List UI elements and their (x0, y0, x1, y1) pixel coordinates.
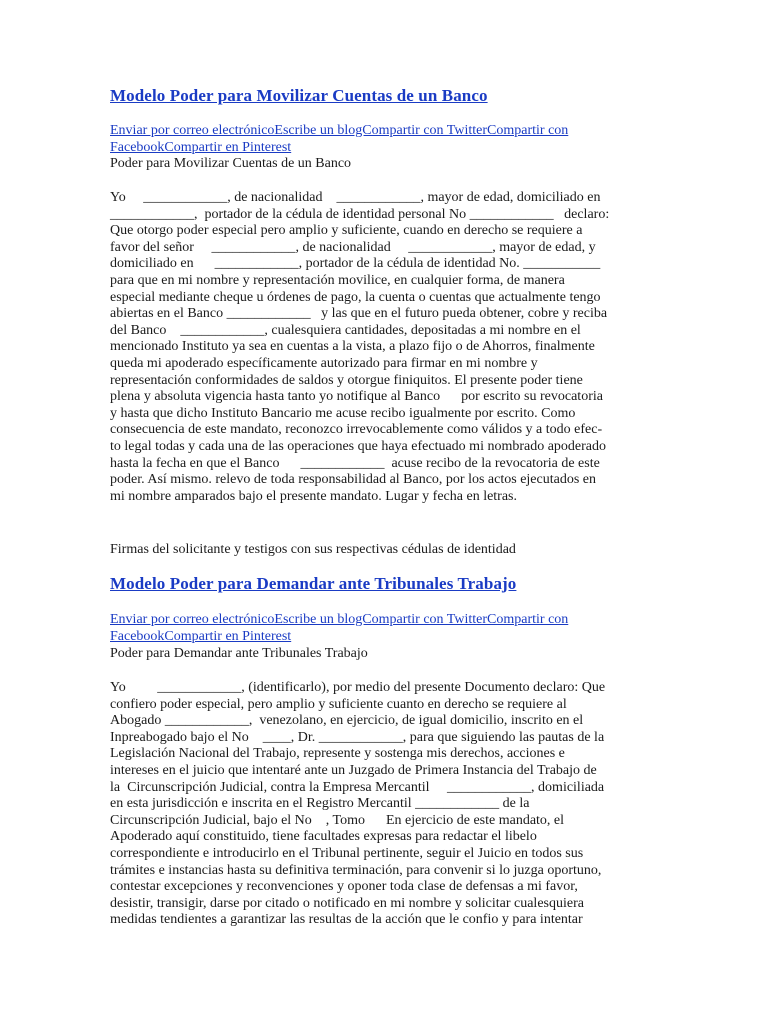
section1-body-line: hasta la fecha en que el Banco ____________ acuse recibo de la revocatoria de este (110, 455, 600, 471)
section2-body-line: confiero poder especial, pero amplio y suficiente cuanto en derecho se requiere al (110, 696, 567, 712)
section1-body-line: y hasta que dicho Instituto Bancario me acuse recibo igualmente por escrito. Como (110, 405, 576, 421)
section2-body-line: la Circunscripción Judicial, contra la Empresa Mercantil ____________, domiciliada (110, 779, 605, 795)
section1-body-line: del Banco ____________, cualesquiera cantidades, depositadas a mi nombre en el (110, 322, 581, 338)
section2-body-line: medidas tendientes a garantizar las resultas de la acción que le confio y para intentar (110, 912, 583, 928)
section2-share-links[interactable] (110, 612, 568, 645)
section1-share-line2[interactable]: FacebookCompartir en Pinterest (110, 139, 292, 155)
section1-body-line: plena y absoluta vigencia hasta tanto yo notifique al Banco por escrito su revocatoria (110, 389, 603, 405)
section2-body-line: desistir, transigir, darse por citado o notificado en mi nombre y solicitar cualesquiera (110, 895, 584, 911)
section2-share-line2[interactable]: FacebookCompartir en Pinterest (110, 628, 292, 644)
section1-body-line: ____________, portador de la cédula de identidad personal No ____________ declaro: (110, 206, 610, 222)
section1-body-line: queda mi apoderado específicamente autorizado para firmar en mi nombre y (110, 355, 538, 371)
section1-body-line: consecuencia de este mandato, reconozco irrevocablemente como válidos y a todo efec- (110, 422, 603, 438)
section1-body-line: para que en mi nombre y representación movilice, en cualquier forma, de manera (110, 272, 565, 288)
section2-body-line: trámites e instancias hasta su definitiva terminación, para convenir si lo juzga oportuno, (110, 862, 602, 878)
section2-subtitle: Poder para Demandar ante Tribunales Trabajo (110, 646, 368, 661)
section1-title-link[interactable]: Modelo Poder para Movilizar Cuentas de un Banco (110, 86, 488, 105)
section1-body-text (110, 190, 609, 505)
section1-body-line: mi nombre amparados bajo el presente mandato. Lugar y fecha en letras. (110, 488, 518, 504)
section1-body-line: Que otorgo poder especial pero amplio y suficiente, cuando en derecho se requiere a (110, 223, 583, 239)
section1-body-line: mencionado Instituto ya sea en cuentas a la vista, a plazo fijo o de Ahorros, finalmente (110, 339, 595, 355)
section2-body-text (110, 680, 605, 929)
section2-body-line: Inpreabogado bajo el No ____, Dr. ____________, para que siguiendo las pautas de la (110, 729, 605, 745)
section1-subtitle: Poder para Movilizar Cuentas de un Banco (110, 156, 352, 171)
section1-share-line1[interactable]: Enviar por correo electrónicoEscribe un blogCompartir con TwitterCompartir con (110, 123, 569, 138)
section2-body-line: Yo ____________, (identificarlo), por medio del presente Documento declaro: Que (110, 680, 606, 695)
section1-body-line: poder. Así mismo. relevo de toda responsabilidad al Banco, por los actos ejecutados en (110, 472, 596, 488)
section2-body-line: correspondiente e introducirlo en el Tribunal pertinente, seguir el Juicio en todos sus (110, 845, 584, 861)
section2-body-line: Abogado ____________, venezolano, en ejercicio, de igual domicilio, inscrito en el (110, 713, 584, 729)
section2-body-line: Apoderado aquí constituido, tiene facultades expresas para redactar el libelo (110, 829, 537, 845)
section1-signatures-note: Firmas del solicitante y testigos con sus respectivas cédulas de identidad (110, 542, 516, 557)
section1-body-line: favor del señor ____________, de nacionalidad ____________, mayor de edad, y (110, 239, 596, 255)
section1-share-links[interactable] (110, 123, 568, 156)
section1-body-line: abiertas en el Banco ____________ y las que en el futuro pueda obtener, cobre y reciba (110, 306, 608, 322)
section2-body-line: contestar excepciones y reconvenciones y oponer toda clase de defensas a mi favor, (110, 879, 578, 895)
section2-body-line: Circunscripción Judicial, bajo el No , Tomo En ejercicio de este mandato, el (110, 812, 565, 828)
section2-body-line: intereses en el juicio que intentaré ante un Juzgado de Primera Instancia del Trabajo de (110, 762, 597, 778)
section1-body-line: domiciliado en ____________, portador de la cédula de identidad No. ___________ (110, 256, 601, 272)
section1-body-line: to legal todas y cada una de las operaciones que haya efectuado mi nombrado apoderado (110, 438, 607, 454)
section2-body-line: en esta jurisdicción e inscrita en el Registro Mercantil ____________ de la (110, 796, 530, 812)
section1-body-line: especial mediante cheque u órdenes de pago, la cuenta o cuentas que actualmente tengo (110, 289, 601, 305)
section2-body-line: Legislación Nacional del Trabajo, represente y sostenga mis derechos, acciones e (110, 746, 565, 762)
section2-share-line1[interactable]: Enviar por correo electrónicoEscribe un blogCompartir con TwitterCompartir con (110, 612, 569, 627)
section1-body-line: representación conformidades de saldos y otorgue finiquitos. El presente poder tiene (110, 372, 583, 388)
section1-body-line: Yo ____________, de nacionalidad ____________, mayor de edad, domiciliado en (110, 190, 601, 205)
section2-title-link[interactable]: Modelo Poder para Demandar ante Tribunales Trabajo (110, 574, 517, 593)
